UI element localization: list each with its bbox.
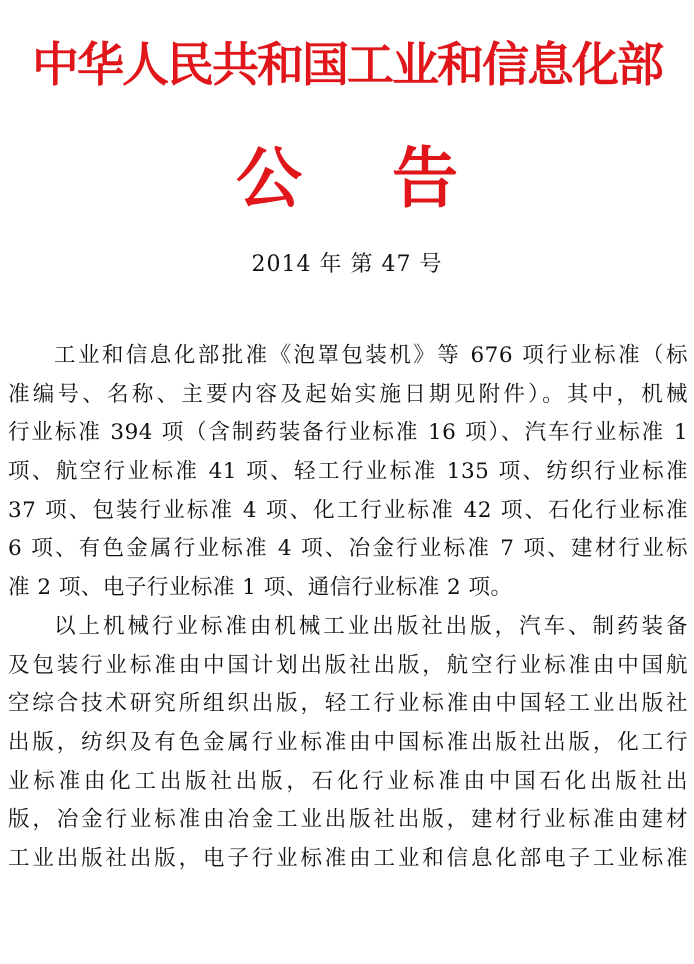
paragraph-line: 准 2 项、电子行业标准 1 项、通信行业标准 2 项。: [8, 575, 513, 601]
paragraph-approval: [8, 337, 688, 608]
paragraph-line: 工业出版社出版，电子行业标准由工业和信息化部电子工业标准: [8, 845, 688, 871]
paragraph-line: 版，冶金行业标准由冶金工业出版社出版，建材行业标准由建材: [8, 807, 688, 833]
paragraph-line: 及包装行业标准由中国计划出版社出版，航空行业标准由中国航: [8, 652, 688, 678]
paragraph-line: 工业和信息化部批准《泡罩包装机》等 676 项行业标准（标: [54, 343, 688, 368]
paragraph-line: 业标准由化工出版社出版，石化行业标准由中国石化出版社出: [8, 768, 688, 794]
notice-body: [8, 337, 688, 879]
paragraph-publishers: [8, 608, 688, 879]
paragraph-line: 以上机械行业标准由机械工业出版社出版，汽车、制药装备: [54, 613, 688, 639]
paragraph-line: 准编号、名称、主要内容及起始实施日期见附件）。其中，机械: [8, 381, 688, 407]
paragraph-line: 空综合技术研究所组织出版，轻工行业标准由中国轻工业出版社: [8, 691, 688, 717]
paragraph-line: 行业标准 394 项（含制药装备行业标准 16 项）、汽车行业标准 1: [8, 420, 688, 446]
ministry-name-header: 中华人民共和国工业和信息化部: [32, 38, 662, 93]
paragraph-line: 出版，纺织及有色金属行业标准由中国标准出版社出版，化工行: [8, 729, 688, 755]
paragraph-line: 项、航空行业标准 41 项、轻工行业标准 135 项、纺织行业标准: [8, 459, 688, 485]
document-number: 2014 年 第 47 号: [251, 252, 443, 277]
paragraph-line: 6 项、有色金属行业标准 4 项、冶金行业标准 7 项、建材行业标: [8, 536, 688, 562]
paragraph-line: 37 项、包装行业标准 4 项、化工行业标准 42 项、石化行业标准: [8, 497, 688, 523]
notice-title: 公告: [236, 139, 548, 217]
